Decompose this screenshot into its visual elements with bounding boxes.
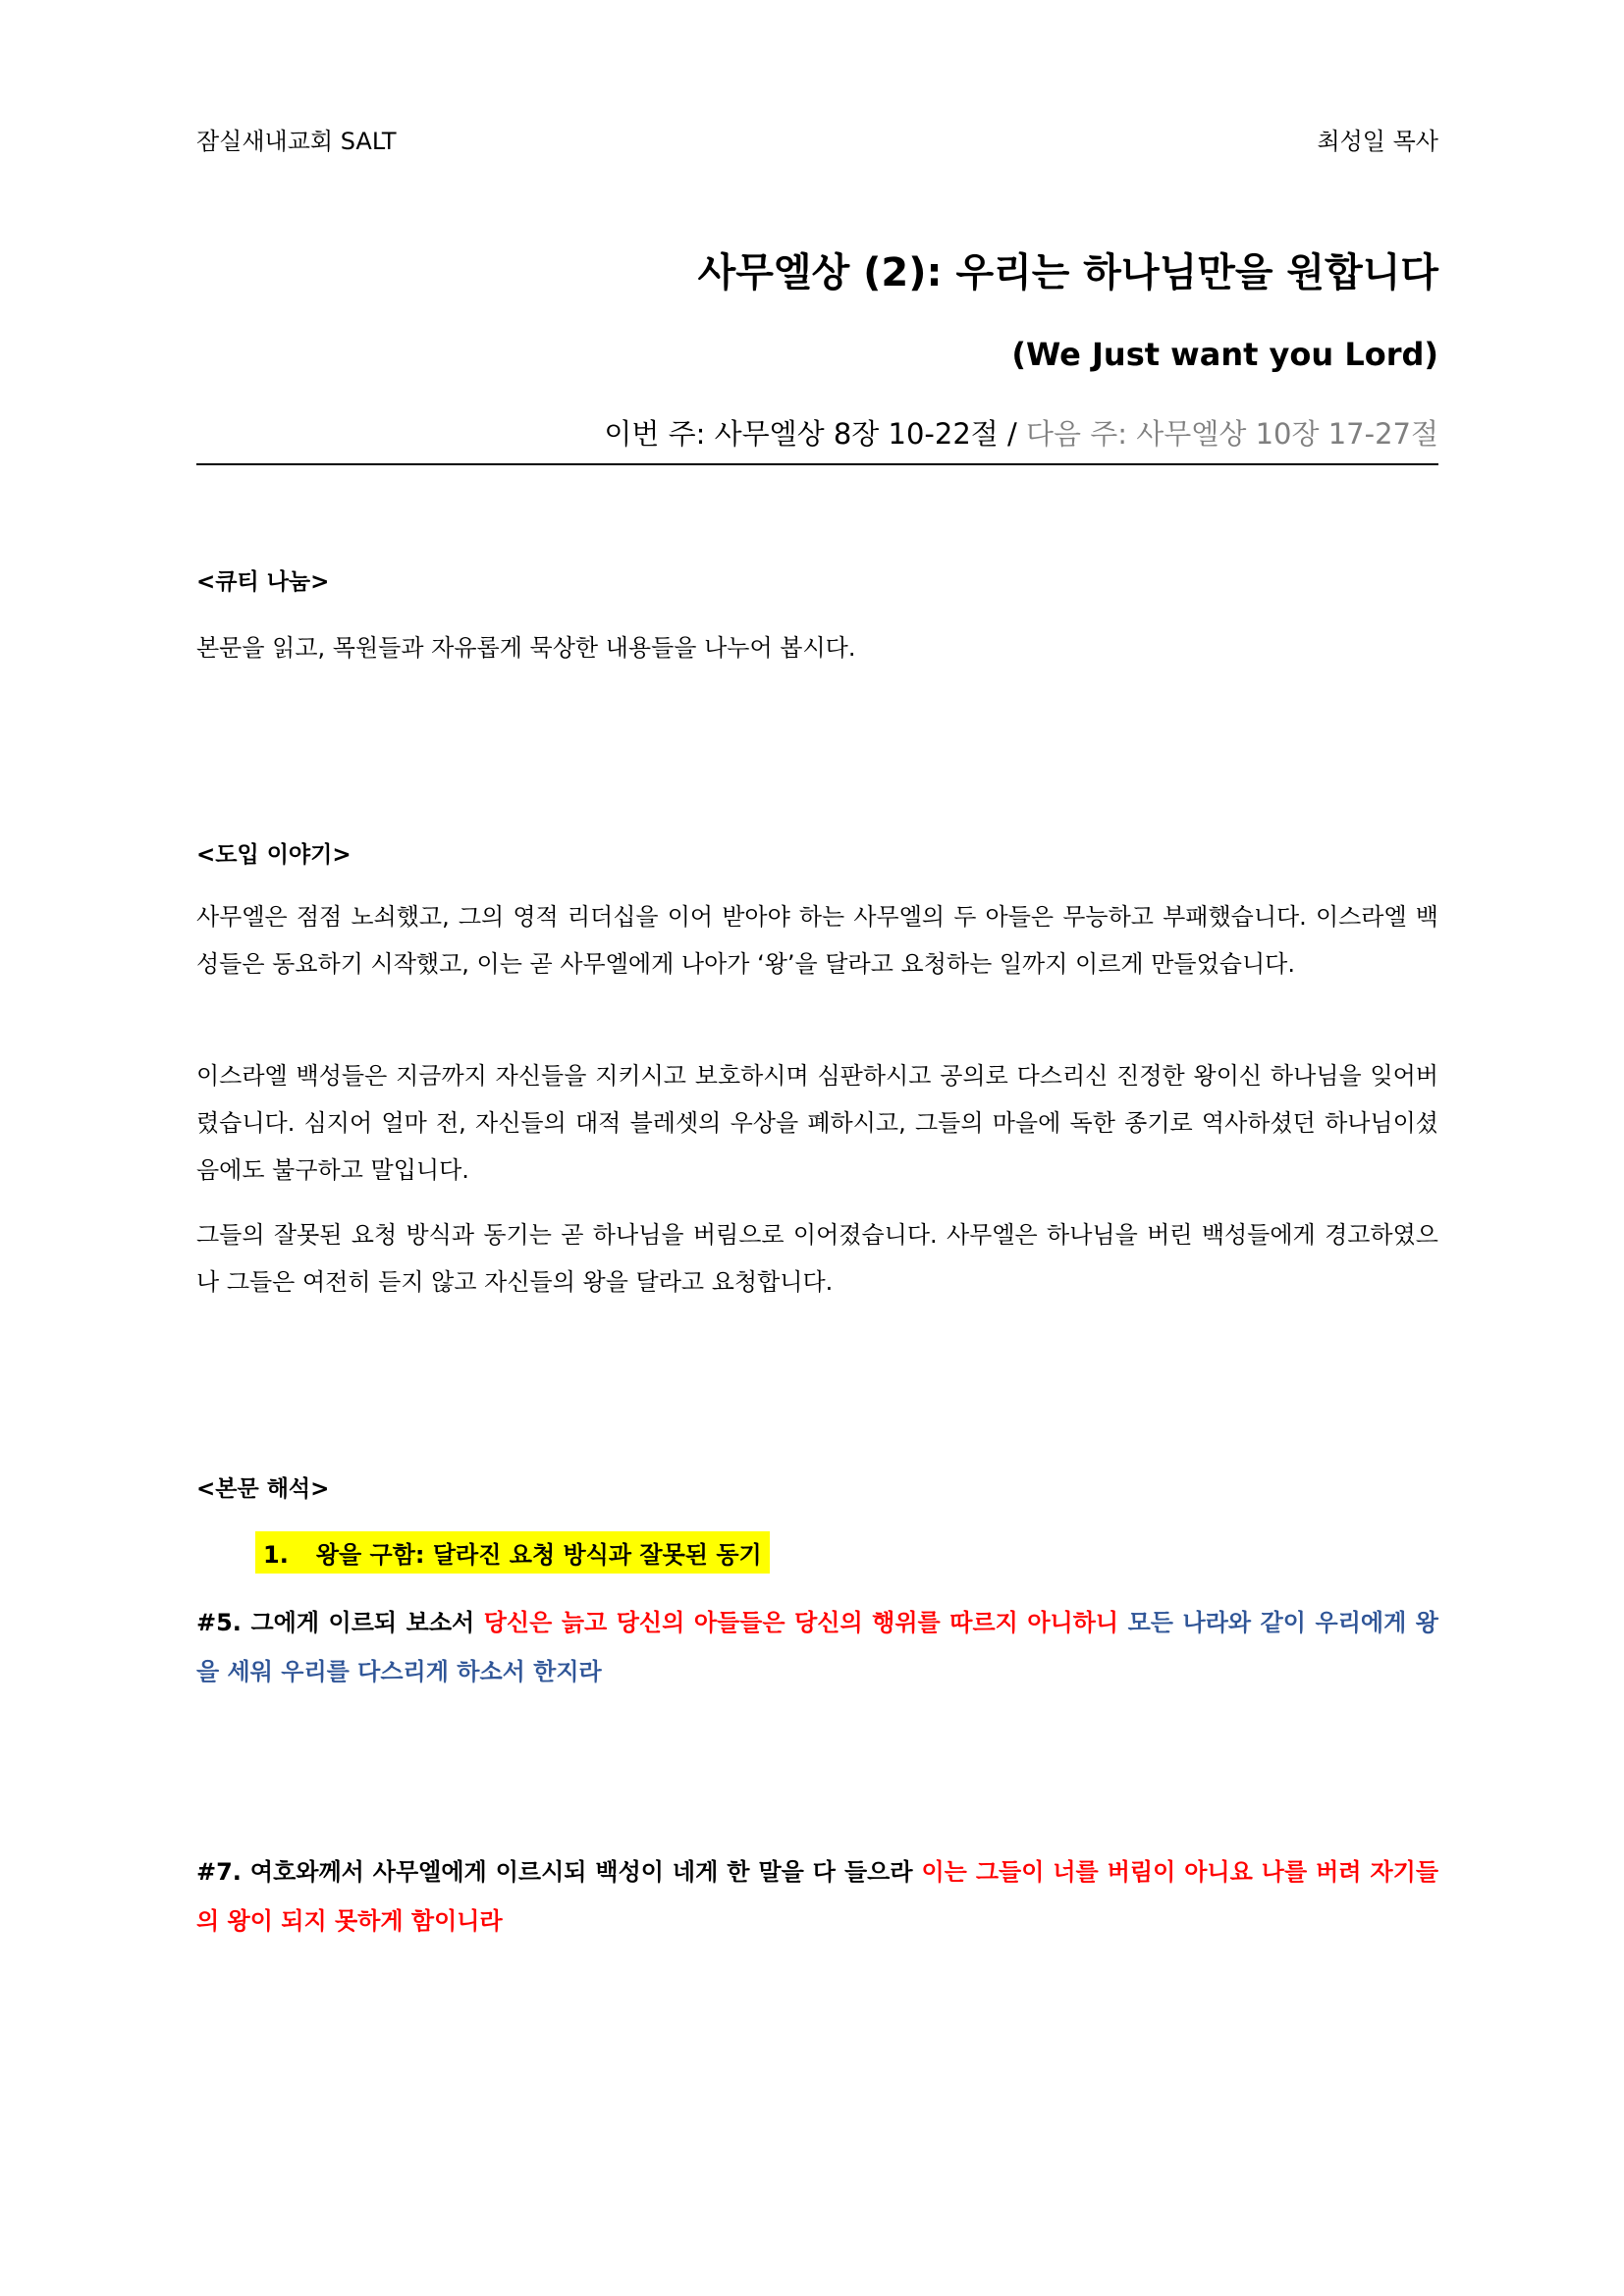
point-1-text: 왕을 구함: 달라진 요청 방식과 잘못된 동기 <box>315 1541 762 1569</box>
page-header <box>196 122 1438 157</box>
verse-7-red-text: 이는 그들이 너를 버림이 아니요 나를 버려 자기들의 왕이 되지 못하게 함이니라 <box>196 1858 1439 1935</box>
verse-5 <box>196 1598 1438 1696</box>
exposition-heading: <본문 해석> <box>196 1476 330 1502</box>
next-week-passage: 다음 주: 사무엘상 10장 17-27절 <box>1026 417 1438 451</box>
passage-reference <box>604 412 1438 453</box>
title-divider <box>196 463 1438 465</box>
pastor-name: 최성일 목사 <box>1317 128 1438 155</box>
passage-separator: / <box>998 417 1027 451</box>
verse-7-prefix: #7. 여호와께서 사무엘에게 이르시되 백성이 네게 한 말을 다 들으라 <box>196 1858 922 1886</box>
intro-paragraph-2: 이스라엘 백성들은 지금까지 자신들을 지키시고 보호하시며 심판하시고 공의로 다스리신 진정한 왕이신 하나님을 잊어버렸습니다. 심지어 얼마 전, 자신들의 대적 블레셋의 우상을 폐하시고, 그들의 마을에 독한 종기로 역사하셨던 하나님이셨음에도 불구하고 말입니다. <box>196 1062 1438 1184</box>
qt-text: 본문을 읽고, 목원들과 자유롭게 묵상한 내용들을 나누어 봅시다. <box>196 634 856 662</box>
church-name: 잠실새내교회 SALT <box>196 128 397 155</box>
point-1-number: 1. <box>263 1541 289 1569</box>
verse-5-prefix: #5. 그에게 이르되 보소서 <box>196 1609 484 1636</box>
document-page <box>196 0 1438 2296</box>
document-subtitle: (We Just want you Lord) <box>1011 336 1438 373</box>
verse-7 <box>196 1847 1438 1946</box>
verse-5-blue-text: 모든 나라와 같이 우리에게 왕을 세워 우리를 다스리게 하소서 한지라 <box>196 1609 1438 1685</box>
verse-5-red-text: 당신은 늙고 당신의 아들들은 당신의 행위를 따르지 아니하니 <box>483 1609 1128 1636</box>
intro-paragraph-3: 그들의 잘못된 요청 방식과 동기는 곧 하나님을 버림으로 이어졌습니다. 사무엘은 하나님을 버린 백성들에게 경고하였으나 그들은 여전히 듣지 않고 자신들의 왕을 달라고 요청합니다. <box>196 1221 1438 1296</box>
intro-heading: <도입 이야기> <box>196 842 352 868</box>
this-week-passage: 이번 주: 사무엘상 8장 10-22절 <box>604 417 999 451</box>
qt-heading: <큐티 나눔> <box>196 569 330 595</box>
document-title: 사무엘상 (2): 우리는 하나님만을 원합니다 <box>697 250 1438 295</box>
intro-paragraph-1: 사무엘은 점점 노쇠했고, 그의 영적 리더십을 이어 받아야 하는 사무엘의 두 아들은 무능하고 부패했습니다. 이스라엘 백성들은 동요하기 시작했고, 이는 곧 사무엘에게 나아가 ‘왕’을 달라고 요청하는 일까지 이르게 만들었습니다. <box>196 903 1438 978</box>
point-1-highlight <box>255 1531 770 1574</box>
